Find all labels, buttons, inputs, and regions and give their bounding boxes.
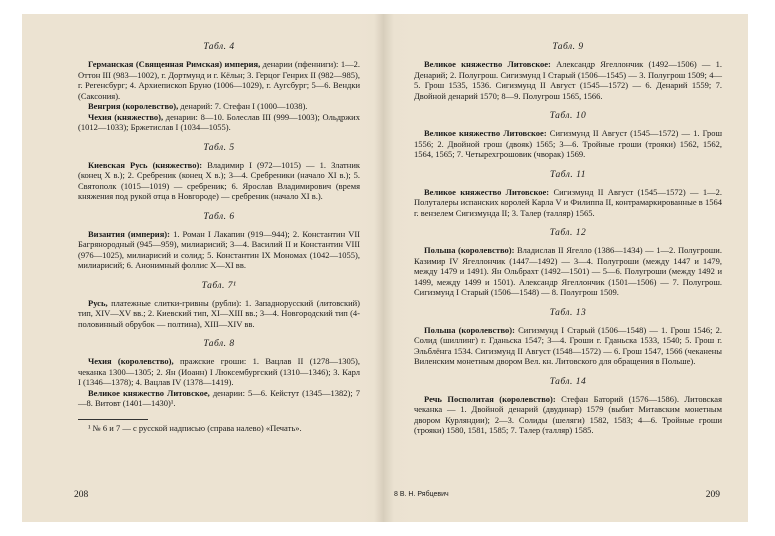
footnote: ¹ № 6 и 7 — с русской надписью (справа налево) «Печать». [88,422,302,433]
catalog-entry [78,160,360,202]
entry-description: денарии (пфенниги): 1—2. Оттон III (983—1002), г. Дортмунд и г. Кёльн; 3. Герцог Генрих II (982—985), г. Регенсбург; 4. Архиепископ Бруно (1006—1029), г. Аугсбург; 5—6. Вендки (Саксония). [78,59,360,101]
entry-description: Александр Ягеллончик (1492—1506) — 1. Денарий; 2. Полугрош. Сигизмунд I Старый (1506—1545) — 3. Полугрош 1509; 4—5. Грош 1535, 1536. Сигизмунд II Август (1545—1572) — 6. Денарий 1559; 7. Двойной денарий 1570; 8—9. Полугрош 1565, 1566. [414,59,723,101]
table-heading: Табл. 7¹ [201,280,237,291]
table-heading: Табл. 11 [550,169,586,180]
table-heading: Табл. 4 [203,42,235,52]
left-page [22,14,384,522]
page-number-right: 209 [705,490,720,500]
entry-state-name: Речь Посполитая (королевство): [424,393,556,404]
catalog-entry [78,59,360,101]
right-page-content [414,42,722,436]
entry-state-name: Венгрия (королевство), [88,101,179,111]
entry-description: денарии: 5—6. Кейстут (1345—1382); 7—8. Витовт (1401—1430)¹. [78,387,360,408]
catalog-entry [414,325,722,367]
entry-description: Владимир I (972—1015) — 1. Златник (конец X в.); 2. Сребреник (конец X в.); 3—4. Сребреники (начало XI в.); 5. Святополк (1015—1019) — сребреник; 6. Ярослав Владимирович (время княжения под рукой отца в Новгороде) — сребреник (начало XI в.). [78,159,360,201]
table-heading: Табл. 9 [552,42,584,52]
table-heading: Табл. 6 [203,211,235,222]
entry-state-name: Чехия (королевство), [88,356,174,366]
entry-state-name: Великое княжество Литовское: [424,128,547,138]
table-section [78,281,360,330]
right-page [384,14,748,522]
catalog-entry [414,187,722,219]
catalog-entry [414,128,722,160]
page-number-left: 208 [74,490,89,500]
table-heading: Табл. 13 [549,307,587,318]
table-heading: Табл. 12 [549,228,587,238]
entry-state-name: Русь, [88,297,108,308]
catalog-entry [78,356,360,388]
table-heading: Табл. 8 [203,339,235,349]
table-section [414,377,722,436]
catalog-entry [414,59,722,101]
entry-description: Владислав II Ягелло (1386—1434) — 1—2. Полугроши. Казимир IV Ягеллончик (1447—1492) — 3—4. Полугроши (между 1447 и 1479, между 1479 и 1491). Ян Ольбрахт (1492—1501) — 5—6. Полугроши (между 1492 и 1499, между 1499 и 1501). Александр Ягеллончик (1501—1506) — 7. Полугрош. Сигизмунд I Старый (1506—1548) — 8. Полугрош 1509. [414,245,722,297]
table-section [414,42,722,101]
entry-state-name: Чехия (княжество), [88,111,164,122]
entry-state-name: Польша (королевство): [424,324,515,335]
entry-state-name: Великое княжество Литовское: [424,59,551,69]
table-section [414,228,722,298]
entry-description: Сигизмунд I Старый (1506—1548) — 1. Грош 1546; 2. Солид (шиллинг) г. Гданьска 1547; 3—4. Гроши г. Гданьска 1533, 1540; 5. Грош г. Эльблёнга 1534. Сигизмунд II Август (1548—1572) — 6. Грош 1547, 1566 (чеканены Виленским монетным двором Вел. кн. Литовского для обращения в Польше). [414,324,722,366]
catalog-entry [78,112,360,133]
catalog-entry [78,229,360,271]
entry-state-name: Великое княжество Литовское: [424,186,550,197]
running-footer: 8 В. Н. Рябцевич [394,491,449,498]
entry-state-name: Германская (Священная Римская) империя, [88,59,261,69]
catalog-entry [78,298,360,330]
entry-description: денарии: 8—10. Болеслав III (999—1003); Ольдржих (1012—1033); Бржетислав I (1034—1055). [78,111,360,132]
entry-description: денарий: 7. Стефан I (1000—1038). [178,101,308,111]
table-heading: Табл. 14 [549,376,587,387]
left-page-content [78,42,360,409]
catalog-entry [78,388,360,409]
table-heading: Табл. 10 [549,111,587,121]
entry-state-name: Киевская Русь (княжество): [88,159,203,170]
entry-description: платежные слитки-гривны (рубли): 1. Западнорусский (литовский) тип, XIV—XV вв.; 2. Киевский тип, XI—XIII вв.; 3—4. Новгородский тип (4-половинный обрубок — полтина), XIII—XIV вв. [78,297,360,329]
entry-description: 1. Роман I Лакапин (919—944); 2. Константин VII Багрянородный (945—959), милиарисий; 3—4. Василий II и Константин VIII (976—1025), милиарисий и солид; 5. Константин IX Мономах (1042—1055), милиарисий; 6. Анонимный фоллис X—XI вв. [78,228,361,270]
entry-description: Сигизмунд II Август (1545—1572) — 1. Грош 1556; 2. Двойной грош (двояк) 1565; 3—6. Тройные гроши (трояки) 1562, 1562, 1564, 1565; 7. Четырехгрошовик (чворак) 1569. [414,128,722,159]
catalog-entry [414,394,722,436]
footnote-divider [78,419,148,420]
catalog-entry [78,101,360,112]
table-heading: Табл. 5 [203,142,235,153]
table-section [414,170,722,219]
catalog-entry [414,245,722,298]
entry-state-name: Великое княжество Литовское, [88,387,210,398]
table-section [78,42,360,133]
entry-description: Сигизмунд II Август (1545—1572) — 1—2. Полуталеры испанских королей Карла V и Филиппа II, контрамаркированные в 1564 г. вензелем Сигизмунда II; 3. Талер (талляр) 1565. [414,186,722,218]
entry-description: Стефан Баторий (1576—1586). Литовская чеканка — 1. Двойной денарий (двудинар) 1579 (выбит Митавским монетным двором Курляндии); 2—3. Солиды (шеляги) 1582, 1583; 4—6. Тройные гроши (трояки) 1580, 1581, 1585; 7. Талер (талляр) 1585. [414,393,722,435]
table-section [414,308,722,367]
table-section [78,143,360,202]
table-section [78,212,360,271]
entry-state-name: Византия (империя): [88,228,170,239]
table-section [414,111,722,160]
table-section [78,339,360,409]
entry-description: пражские гроши: 1. Вацлав II (1278—1305), чеканка 1300—1305; 2. Ян (Иоанн) I Люксембургский (1310—1346); 3. Карл I (1346—1378); 4. Вацлав IV (1378—1419). [78,356,360,387]
entry-state-name: Польша (королевство): [424,245,515,255]
